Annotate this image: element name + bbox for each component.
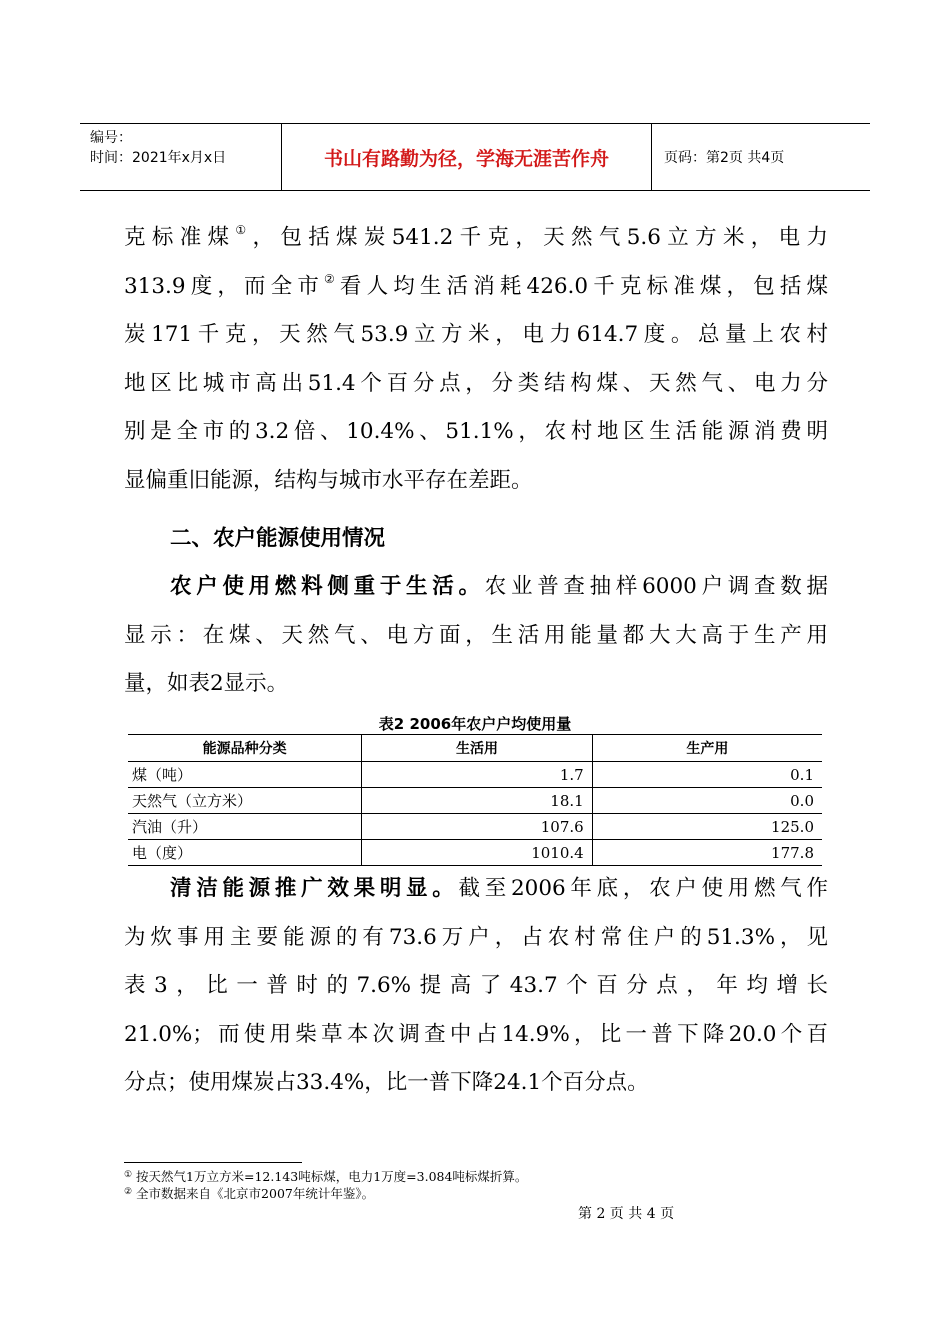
text-line: 表3，比一普时的7.6%提高了43.7个百分点，年均增长 (124, 973, 828, 998)
header-motto: 书山有路勤为径，学海无涯苦作舟 (282, 124, 652, 190)
table-cell: 汽油（升） (128, 814, 362, 840)
table-row (128, 762, 822, 788)
text-line: 清洁能源推广效果明显。截至2006年底，农户使用燃气作 (170, 876, 828, 901)
number-label: 编号： (90, 130, 132, 146)
table-cell: 煤（吨） (128, 762, 362, 788)
text-line: 为炊事用主要能源的有73.6万户，占农村常住户的51.3%，见 (124, 924, 828, 950)
table-cell: 天然气（立方米） (128, 788, 362, 814)
table-cell: 18.1 (362, 788, 592, 814)
table-cell: 0.1 (592, 762, 822, 788)
table-cell: 1.7 (362, 762, 592, 788)
table-row (128, 814, 822, 840)
table-header-cell: 生活用 (362, 735, 592, 762)
date-label: 时间：2021年x月x日 (90, 150, 227, 166)
energy-usage-table (128, 734, 822, 866)
text-line: 农户使用燃料侧重于生活。农业普查抽样6000户调查数据 (170, 574, 828, 599)
lead-sentence: 清洁能源推广效果明显。 (170, 876, 459, 901)
footnote-ref-1[interactable]: ① (235, 223, 253, 237)
header-meta (80, 124, 282, 190)
text-line: 313.9度，而全市②看人均生活消耗426.0千克标准煤，包括煤 (124, 271, 828, 299)
text-line: 地区比城市高出51.4个百分点，分类结构煤、天然气、电力分 (124, 370, 828, 396)
text-line: 分点；使用煤炭占33.4%，比一普下降24.1个百分点。 (124, 1070, 649, 1095)
text-line: 21.0%；而使用柴草本次调查中占14.9%，比一普下降20.0个百 (124, 1021, 828, 1047)
section-heading: 二、农户能源使用情况 (170, 526, 386, 551)
table-cell: 125.0 (592, 814, 822, 840)
header-page-info: 页码：第2页 共4页 (664, 150, 785, 166)
lead-sentence: 农户使用燃料侧重于生活。 (170, 574, 485, 599)
footnote-2: ② 全市数据来自《北京市2007年统计年鉴》。 (124, 1186, 375, 1201)
page-number: 第 2 页 共 4 页 (578, 1206, 675, 1222)
table-header-row (128, 735, 822, 762)
paragraph-energy-consumption (124, 214, 828, 505)
document-header (80, 123, 870, 191)
table-cell: 177.8 (592, 840, 822, 866)
text-line: 量，如表2显示。 (124, 671, 289, 696)
footnote-1: ① 按天然气1万立方米=12.143吨标煤，电力1万度=3.084吨标煤折算。 (124, 1169, 528, 1184)
footnotes (124, 1168, 527, 1202)
paragraph-clean-energy (124, 865, 828, 1108)
text-line: 显偏重旧能源，结构与城市水平存在差距。 (124, 467, 533, 493)
table-row (128, 788, 822, 814)
table-title: 表2 2006年农户户均使用量 (378, 715, 572, 733)
paragraph-fuel-usage (124, 563, 828, 709)
table-cell: 0.0 (592, 788, 822, 814)
table-header-cell: 生产用 (592, 735, 822, 762)
table-header-cell: 能源品种分类 (128, 735, 362, 762)
text-line: 炭171千克，天然气53.9立方米，电力614.7度。总量上农村 (124, 322, 828, 347)
footnote-ref-2[interactable]: ② (324, 271, 340, 286)
table-cell: 107.6 (362, 814, 592, 840)
table-row (128, 840, 822, 866)
table-cell: 电（度） (128, 840, 362, 866)
footnote-divider (124, 1162, 302, 1163)
text-line: 别是全市的3.2倍、10.4%、51.1%，农村地区生活能源消费明 (124, 419, 828, 444)
text-line: 克标准煤①，包括煤炭541.2千克，天然气5.6立方米，电力 (124, 223, 828, 250)
table-cell: 1010.4 (362, 840, 592, 866)
text-line: 显示：在煤、天然气、电方面，生活用能量都大大高于生产用 (124, 622, 828, 648)
